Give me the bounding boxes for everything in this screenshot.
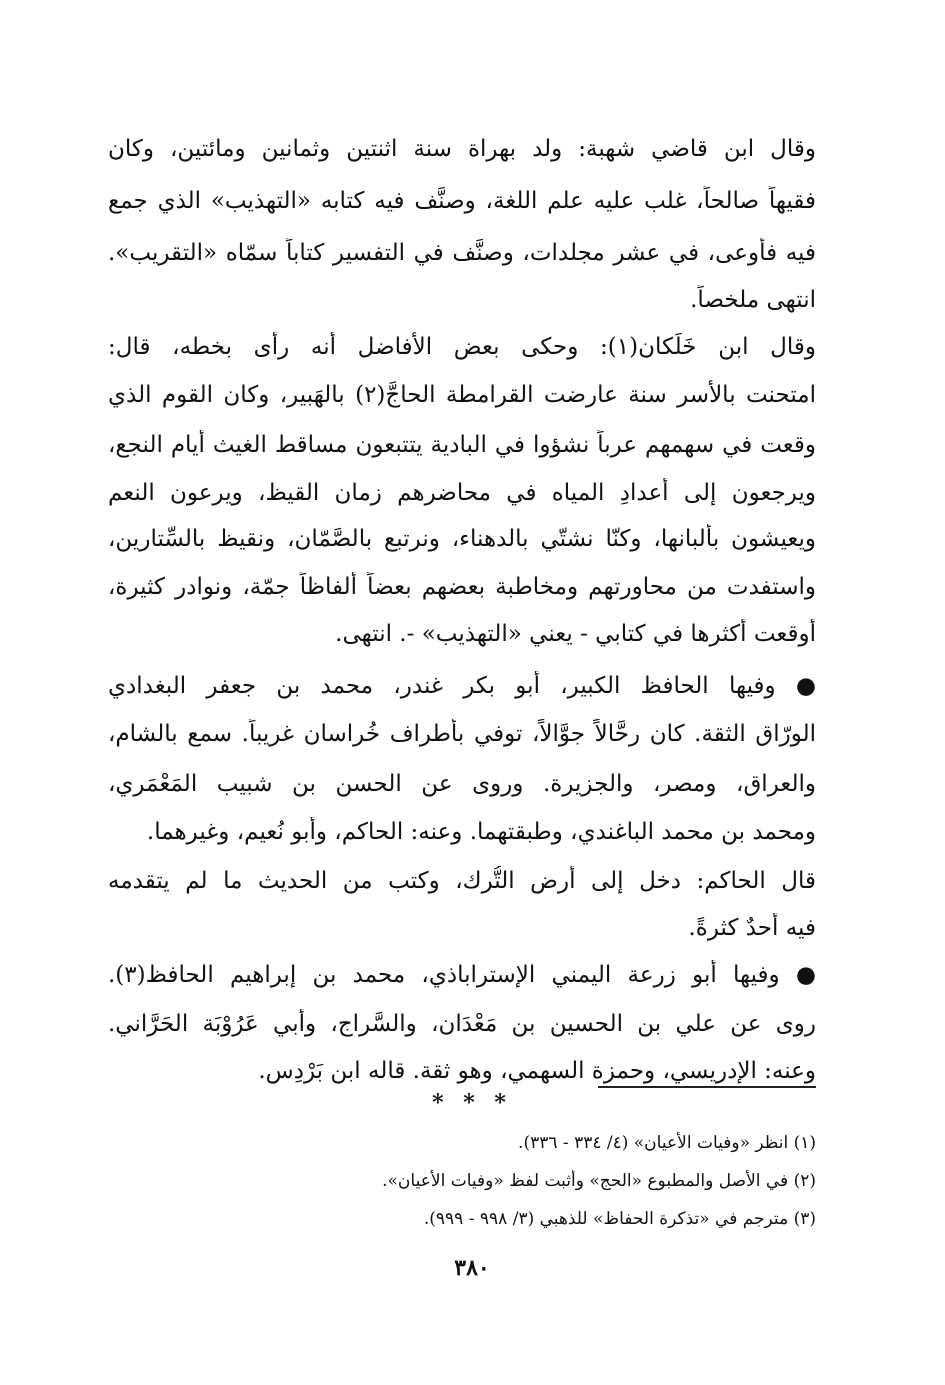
section-separator-stars: * * *	[432, 1090, 512, 1116]
footnote: (٣) مترجم في «تذكرة الحفاظ» للذهبي (٣/ ٩٩٨ - ٩٩٩).	[423, 1209, 816, 1229]
body-line: ومحمد بن محمد الباغندي، وطبقتهما. وعنه: الحاكم، وأبو نُعيم، وغيرهما.	[146, 819, 816, 845]
footnote-divider	[598, 1086, 816, 1088]
body-line: وقال ابن قاضي شهبة: ولد بهراة سنة اثنتين وثمانين ومائتين، وكان	[108, 136, 816, 162]
footnote: (٢) في الأصل والمطبوع «الحج» وأثبت لفظ «وفيات الأعيان».	[382, 1171, 816, 1191]
page-number: ٣٨٠	[454, 1255, 490, 1281]
body-line: ويعيشون بألبانها، وكنّا نشتّي بالدهناء، ونرتبع بالصَّمّان، ونقيظ بالسِّتارين،	[108, 526, 816, 552]
body-line: وعنه: الإدريسي، وحمزة السهمي، وهو ثقة. قاله ابن بَرْدِس.	[258, 1058, 816, 1084]
body-line: والعراق، ومصر، والجزيرة. وروى عن الحسن بن شبيب المَعْمَري،	[108, 771, 816, 797]
body-line: فيه فأوعى، في عشر مجلدات، وصنَّف في التفسير كتاباً سمّاه «التقريب».	[108, 240, 816, 266]
body-line: ● وفيها أبو زرعة اليمني الإستراباذي، محمد بن إبراهيم الحافظ(٣).	[108, 962, 816, 988]
body-line: الورّاق الثقة. كان رحَّالاً جوَّالاً، توفي بأطراف خُراسان غريباً. سمع بالشام،	[108, 721, 816, 747]
body-line: وقال ابن خَلِّكان(١): وحكى بعض الأفاضل أنه رأى بخطه، قال:	[108, 334, 816, 360]
body-line: أوقعت أكثرها في كتابي - يعني «التهذيب» -. انتهى.	[335, 621, 816, 647]
body-line: ● وفيها الحافظ الكبير، أبو بكر غندر، محمد بن جعفر البغدادي	[108, 673, 816, 699]
body-line: فيه أحدٌ كثرةً.	[688, 915, 816, 941]
body-line: وقعت في سهمهم عرباً نشؤوا في البادية يتتبعون مساقط الغيث أيام النجع،	[108, 432, 816, 458]
body-line: انتهى ملخصاً.	[690, 287, 816, 313]
footnote: (١) انظر «وفيات الأعيان» (٤/ ٣٣٤ - ٣٣٦).	[518, 1133, 816, 1153]
body-line: واستفدت من محاورتهم ومخاطبة بعضهم بعضاً ألفاظاً جمّة، ونوادر كثيرة،	[108, 574, 816, 600]
body-line: امتحنت بالأسر سنة عارضت القرامطة الحاجَّ(٢) بالهَبير، وكان القوم الذي	[108, 382, 816, 408]
body-line: قال الحاكم: دخل إلى أرض التُّرك، وكتب من الحديث ما لم يتقدمه	[108, 868, 816, 894]
body-line: ويرجعون إلى أعدادِ المياه في محاضرهم زمان القيظ، ويرعون النعم	[108, 480, 816, 506]
body-line: فقيهاً صالحاً، غلب عليه علم اللغة، وصنَّف فيه كتابه «التهذيب» الذي جمع	[108, 188, 816, 214]
body-line: روى عن علي بن الحسين بن مَعْدَان، والسَّراج، وأبي عَرُوْبَة الحَرَّاني.	[108, 1011, 816, 1037]
